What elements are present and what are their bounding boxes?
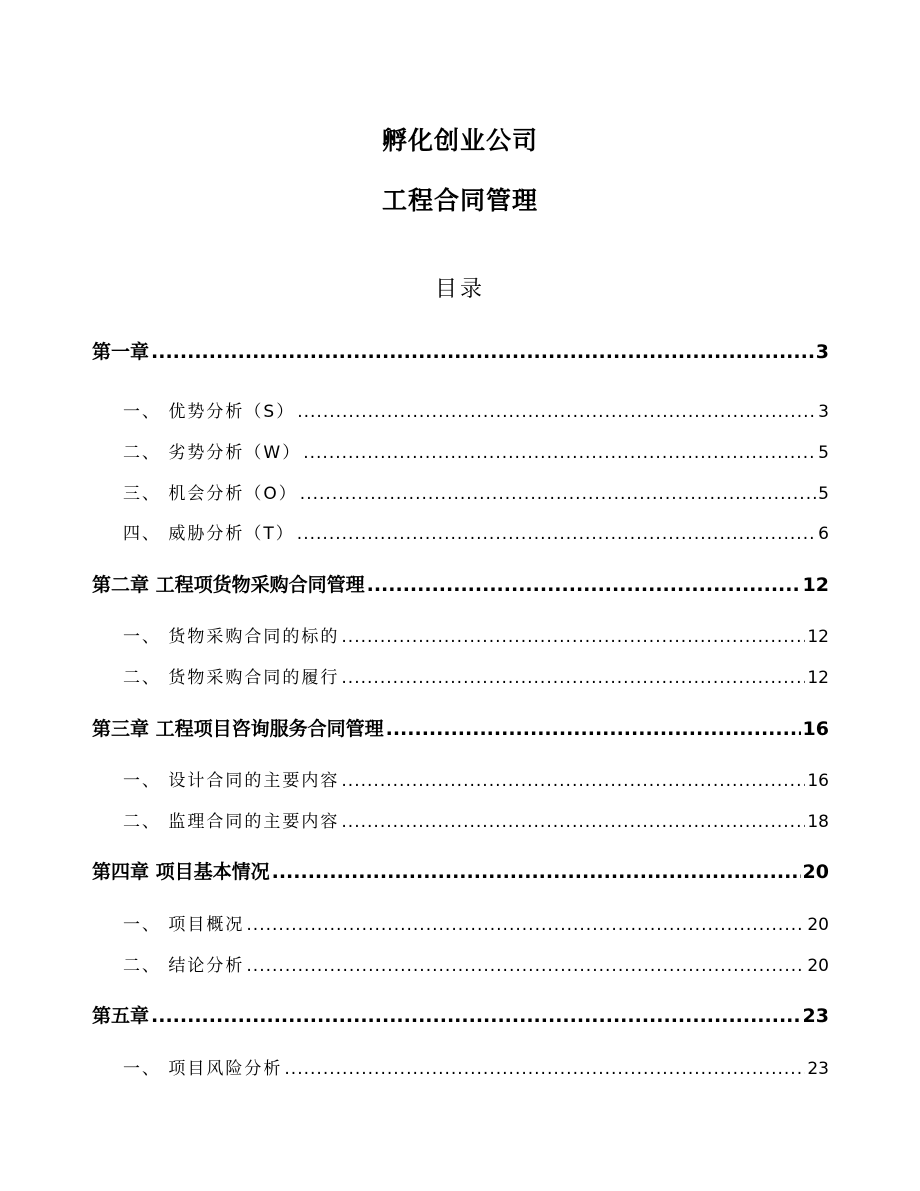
toc-page-number: 6 xyxy=(818,524,829,544)
toc-section-entry[interactable] xyxy=(123,766,829,791)
toc-entry-label: 二、 劣势分析（W） xyxy=(123,443,302,463)
toc-section-entry[interactable] xyxy=(123,479,829,504)
toc-entry-label: 一、 货物采购合同的标的 xyxy=(123,627,340,647)
dot-leader xyxy=(341,668,805,688)
dot-leader xyxy=(303,443,816,463)
toc-page-number: 20 xyxy=(807,915,829,935)
toc-page-number: 16 xyxy=(802,718,829,740)
dot-leader xyxy=(300,484,816,504)
toc-page-number: 12 xyxy=(807,668,829,688)
dot-leader xyxy=(151,341,814,363)
toc-entry-label: 二、 监理合同的主要内容 xyxy=(123,812,340,832)
dot-leader xyxy=(367,574,801,596)
toc-page-number: 5 xyxy=(818,443,829,463)
toc-page-number: 3 xyxy=(818,402,829,422)
toc-section-entry[interactable] xyxy=(123,519,829,544)
toc-section-entry[interactable] xyxy=(123,438,829,463)
dot-leader xyxy=(246,915,805,935)
toc-section-entry[interactable] xyxy=(123,663,829,688)
toc-section-entry[interactable] xyxy=(123,951,829,976)
toc-entry-label: 一、 项目概况 xyxy=(123,915,245,935)
dot-leader xyxy=(246,956,805,976)
dot-leader xyxy=(341,771,805,791)
toc-page-number: 20 xyxy=(807,956,829,976)
toc-page-number: 16 xyxy=(807,771,829,791)
toc-page-number: 23 xyxy=(802,1005,829,1027)
toc-section-entry[interactable] xyxy=(123,1054,829,1079)
toc-chapter-entry[interactable] xyxy=(92,570,829,597)
toc-entry-label: 第一章 xyxy=(92,341,150,363)
toc-entry-label: 第三章 工程项目咨询服务合同管理 xyxy=(92,718,384,740)
toc-entry-label: 第二章 工程项货物采购合同管理 xyxy=(92,574,365,596)
dot-leader xyxy=(386,718,801,740)
toc-page-number: 12 xyxy=(807,627,829,647)
toc-page-number: 3 xyxy=(815,341,829,363)
toc-entry-label: 三、 机会分析（O） xyxy=(123,484,298,504)
toc-section-entry[interactable] xyxy=(123,807,829,832)
dot-leader xyxy=(341,627,805,647)
toc-section-entry[interactable] xyxy=(123,910,829,935)
company-name: 孵化创业公司 xyxy=(381,126,538,155)
toc-entry-label: 一、 项目风险分析 xyxy=(123,1059,283,1079)
toc-chapter-entry[interactable] xyxy=(92,714,829,741)
toc-entry-label: 一、 优势分析（S） xyxy=(123,402,296,422)
dot-leader xyxy=(284,1059,805,1079)
toc-entry-label: 二、 结论分析 xyxy=(123,956,245,976)
dot-leader xyxy=(297,402,816,422)
toc-chapter-entry[interactable] xyxy=(92,337,829,364)
toc-heading: 目录 xyxy=(434,277,485,302)
dot-leader xyxy=(272,861,801,883)
toc-entry-label: 二、 货物采购合同的履行 xyxy=(123,668,340,688)
dot-leader xyxy=(297,524,816,544)
toc-page-number: 20 xyxy=(802,861,829,883)
toc-entry-label: 第五章 xyxy=(92,1005,150,1027)
document-title: 工程合同管理 xyxy=(381,186,538,215)
dot-leader xyxy=(151,1005,801,1027)
toc-chapter-entry[interactable] xyxy=(92,1001,829,1028)
toc-entry-label: 第四章 项目基本情况 xyxy=(92,861,270,883)
toc-page-number: 18 xyxy=(807,812,829,832)
toc-page-number: 23 xyxy=(807,1059,829,1079)
toc-chapter-entry[interactable] xyxy=(92,857,829,884)
toc-entry-label: 一、 设计合同的主要内容 xyxy=(123,771,340,791)
dot-leader xyxy=(341,812,805,832)
toc-section-entry[interactable] xyxy=(123,397,829,422)
toc-page-number: 5 xyxy=(818,484,829,504)
toc-page-number: 12 xyxy=(802,574,829,596)
toc-entry-label: 四、 威胁分析（T） xyxy=(123,524,295,544)
toc-section-entry[interactable] xyxy=(123,622,829,647)
